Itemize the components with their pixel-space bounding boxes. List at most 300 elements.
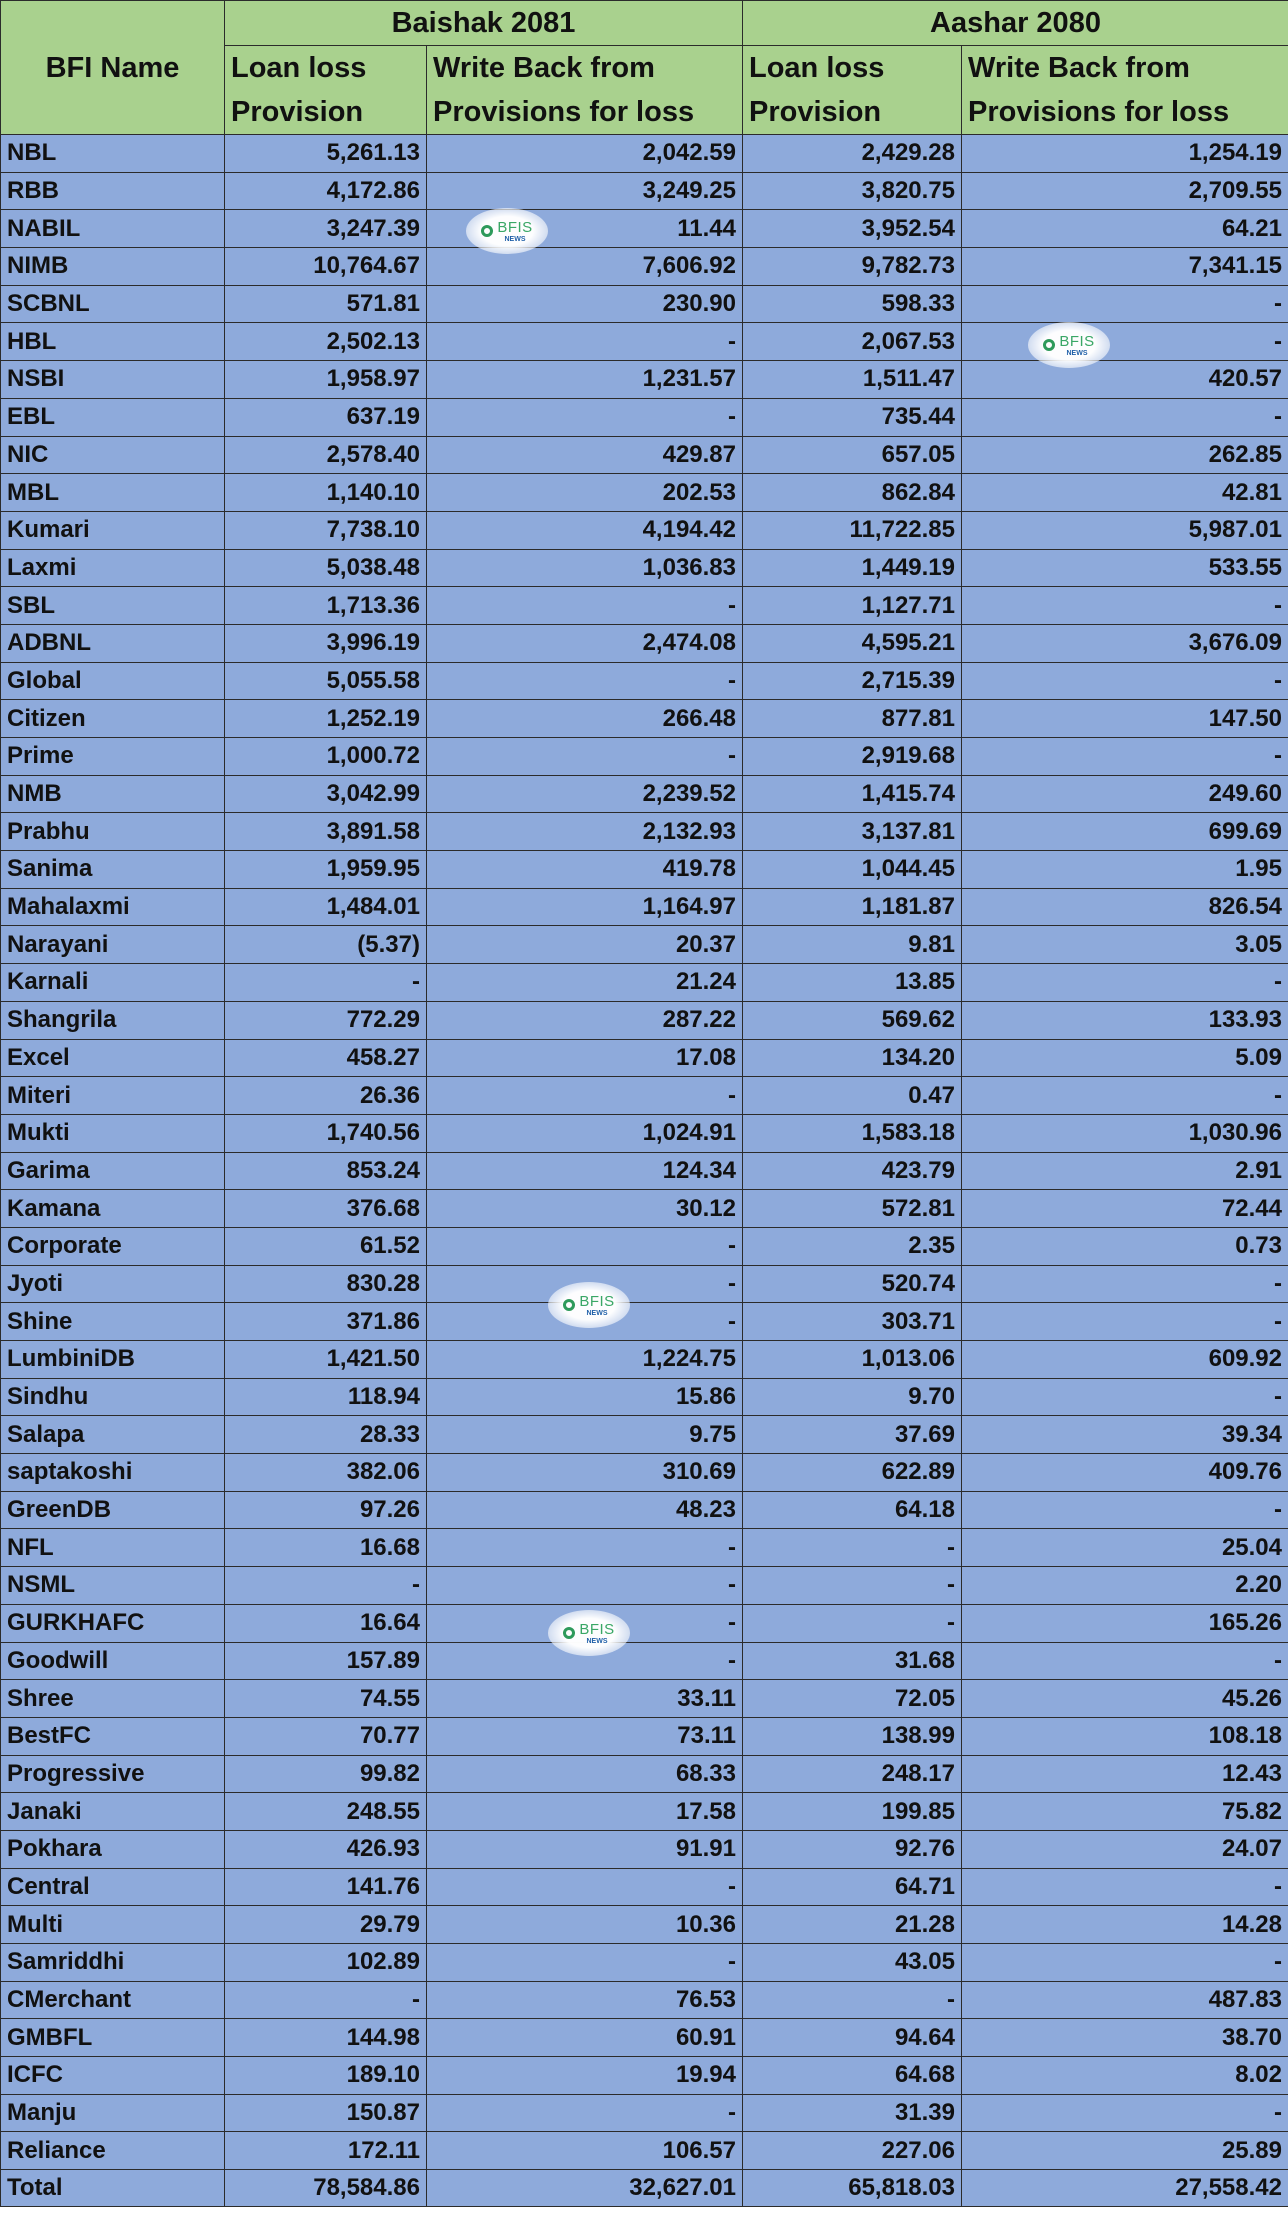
cell-loan-loss-2080: 2.35 [743,1227,962,1265]
cell-loan-loss-2081: (5.37) [225,926,427,964]
total-write-back-2081: 32,627.01 [427,2170,743,2207]
cell-loan-loss-2081: 1,740.56 [225,1114,427,1152]
table-row [1,1077,1288,1115]
cell-write-back-2081: - [427,1077,743,1115]
cell-write-back-2080: 147.50 [962,700,1288,738]
cell-loan-loss-2081: 70.77 [225,1717,427,1755]
cell-loan-loss-2080: 520.74 [743,1265,962,1303]
cell-write-back-2081: - [427,2094,743,2132]
cell-loan-loss-2081: 1,252.19 [225,700,427,738]
cell-bfi-name: Prime [1,738,225,776]
cell-loan-loss-2081: 61.52 [225,1227,427,1265]
cell-write-back-2080: 14.28 [962,1906,1288,1944]
cell-loan-loss-2081: 3,891.58 [225,813,427,851]
cell-loan-loss-2081: 5,038.48 [225,549,427,587]
cell-loan-loss-2080: 569.62 [743,1001,962,1039]
cell-write-back-2080: 165.26 [962,1604,1288,1642]
cell-write-back-2081: - [427,1265,743,1303]
header-write-back-2081: Write Back from Provisions for loss [427,46,743,135]
cell-loan-loss-2080: 92.76 [743,1830,962,1868]
table-row [1,1755,1288,1793]
cell-loan-loss-2081: 1,140.10 [225,474,427,512]
cell-bfi-name: ICFC [1,2057,225,2095]
cell-loan-loss-2081: 853.24 [225,1152,427,1190]
cell-loan-loss-2081: 2,502.13 [225,323,427,361]
cell-loan-loss-2081: 3,247.39 [225,210,427,248]
table-row [1,926,1288,964]
cell-write-back-2081: 68.33 [427,1755,743,1793]
table-row [1,1152,1288,1190]
cell-loan-loss-2081: 157.89 [225,1642,427,1680]
cell-loan-loss-2080: 1,127.71 [743,587,962,625]
cell-bfi-name: Progressive [1,1755,225,1793]
cell-loan-loss-2081: 97.26 [225,1491,427,1529]
cell-write-back-2080: 133.93 [962,1001,1288,1039]
cell-write-back-2080: - [962,1265,1288,1303]
cell-write-back-2080: - [962,662,1288,700]
cell-write-back-2081: - [427,738,743,776]
cell-bfi-name: Corporate [1,1227,225,1265]
table-row [1,1265,1288,1303]
cell-loan-loss-2080: 3,137.81 [743,813,962,851]
table-row [1,1001,1288,1039]
cell-loan-loss-2081: 16.64 [225,1604,427,1642]
cell-write-back-2080: 2.20 [962,1567,1288,1605]
cell-loan-loss-2080: - [743,1567,962,1605]
cell-loan-loss-2080: 31.39 [743,2094,962,2132]
table-row [1,285,1288,323]
cell-loan-loss-2081: 1,958.97 [225,361,427,399]
cell-loan-loss-2081: 150.87 [225,2094,427,2132]
table-row [1,587,1288,625]
cell-write-back-2081: 3,249.25 [427,172,743,210]
cell-write-back-2080: 420.57 [962,361,1288,399]
cell-loan-loss-2080: 134.20 [743,1039,962,1077]
cell-loan-loss-2080: 64.18 [743,1491,962,1529]
cell-write-back-2081: 266.48 [427,700,743,738]
cell-bfi-name: Salapa [1,1416,225,1454]
cell-write-back-2081: 419.78 [427,851,743,889]
cell-write-back-2080: - [962,2094,1288,2132]
cell-bfi-name: HBL [1,323,225,361]
cell-write-back-2080: 38.70 [962,2019,1288,2057]
cell-loan-loss-2080: 64.68 [743,2057,962,2095]
cell-write-back-2080: - [962,1077,1288,1115]
cell-bfi-name: Mukti [1,1114,225,1152]
cell-write-back-2081: - [427,1567,743,1605]
cell-write-back-2080: 699.69 [962,813,1288,851]
total-row [1,2170,1288,2207]
cell-write-back-2081: - [427,662,743,700]
header-bfi-name: BFI Name [1,1,225,135]
cell-write-back-2081: 1,024.91 [427,1114,743,1152]
watermark-text: BFIS [497,218,533,236]
cell-write-back-2080: 1,254.19 [962,135,1288,173]
table-row [1,2019,1288,2057]
cell-loan-loss-2081: 172.11 [225,2132,427,2170]
cell-write-back-2081: 91.91 [427,1830,743,1868]
cell-loan-loss-2080: 72.05 [743,1680,962,1718]
table-row [1,248,1288,286]
cell-loan-loss-2080: 1,181.87 [743,888,962,926]
cell-loan-loss-2081: 144.98 [225,2019,427,2057]
cell-write-back-2081: 20.37 [427,926,743,964]
cell-bfi-name: Prabhu [1,813,225,851]
cell-write-back-2080: 24.07 [962,1830,1288,1868]
table-row [1,361,1288,399]
cell-loan-loss-2081: 1,484.01 [225,888,427,926]
cell-write-back-2081: 73.11 [427,1717,743,1755]
cell-write-back-2081: 1,036.83 [427,549,743,587]
cell-write-back-2080: 45.26 [962,1680,1288,1718]
header-loan-loss-provision-2080: Loan loss Provision [743,46,962,135]
table-row [1,813,1288,851]
cell-write-back-2080: - [962,964,1288,1002]
cell-loan-loss-2080: 572.81 [743,1190,962,1228]
table-row [1,1868,1288,1906]
cell-write-back-2081: 2,132.93 [427,813,743,851]
cell-write-back-2081: 287.22 [427,1001,743,1039]
cell-write-back-2080: 487.83 [962,1981,1288,2019]
cell-write-back-2081: - [427,587,743,625]
table-row [1,1227,1288,1265]
cell-bfi-name: RBB [1,172,225,210]
table-row [1,1717,1288,1755]
cell-write-back-2081: 7,606.92 [427,248,743,286]
cell-loan-loss-2080: 622.89 [743,1454,962,1492]
cell-loan-loss-2081: 248.55 [225,1793,427,1831]
cell-write-back-2081: 2,239.52 [427,775,743,813]
table-row [1,1604,1288,1642]
cell-bfi-name: Central [1,1868,225,1906]
cell-loan-loss-2080: 138.99 [743,1717,962,1755]
cell-loan-loss-2080: 9,782.73 [743,248,962,286]
cell-write-back-2080: 64.21 [962,210,1288,248]
cell-write-back-2080: - [962,398,1288,436]
cell-write-back-2080: 609.92 [962,1341,1288,1379]
cell-loan-loss-2080: 9.70 [743,1378,962,1416]
table-row [1,851,1288,889]
cell-bfi-name: Shree [1,1680,225,1718]
cell-bfi-name: Jyoti [1,1265,225,1303]
cell-write-back-2081: - [427,1529,743,1567]
table-row [1,1454,1288,1492]
cell-loan-loss-2080: 2,429.28 [743,135,962,173]
cell-bfi-name: CMerchant [1,1981,225,2019]
cell-bfi-name: Global [1,662,225,700]
cell-bfi-name: Excel [1,1039,225,1077]
cell-bfi-name: BestFC [1,1717,225,1755]
cell-write-back-2081: 48.23 [427,1491,743,1529]
cell-write-back-2080: 7,341.15 [962,248,1288,286]
cell-loan-loss-2081: 118.94 [225,1378,427,1416]
cell-loan-loss-2080: 1,511.47 [743,361,962,399]
cell-write-back-2081: - [427,1604,743,1642]
cell-bfi-name: GURKHAFC [1,1604,225,1642]
cell-write-back-2080: 25.89 [962,2132,1288,2170]
watermark-subtext: NEWS [504,235,526,243]
cell-write-back-2081: - [427,1944,743,1982]
cell-write-back-2081: 4,194.42 [427,511,743,549]
cell-bfi-name: NFL [1,1529,225,1567]
table-row [1,662,1288,700]
table-row [1,1830,1288,1868]
cell-loan-loss-2081: 830.28 [225,1265,427,1303]
table-row [1,1416,1288,1454]
total-loan-loss-2080: 65,818.03 [743,2170,962,2207]
cell-loan-loss-2080: 9.81 [743,926,962,964]
table-row [1,549,1288,587]
cell-loan-loss-2081: 1,713.36 [225,587,427,625]
cell-write-back-2080: 5,987.01 [962,511,1288,549]
cell-bfi-name: SCBNL [1,285,225,323]
cell-bfi-name: saptakoshi [1,1454,225,1492]
cell-write-back-2081: 30.12 [427,1190,743,1228]
cell-loan-loss-2081: 1,959.95 [225,851,427,889]
table-row [1,1944,1288,1982]
cell-write-back-2081: 124.34 [427,1152,743,1190]
cell-write-back-2080: 2,709.55 [962,172,1288,210]
table-row [1,474,1288,512]
cell-bfi-name: MBL [1,474,225,512]
cell-loan-loss-2081: 376.68 [225,1190,427,1228]
cell-loan-loss-2080: 3,820.75 [743,172,962,210]
cell-bfi-name: Reliance [1,2132,225,2170]
cell-write-back-2081: 19.94 [427,2057,743,2095]
cell-write-back-2081: - [427,1868,743,1906]
cell-bfi-name: Goodwill [1,1642,225,1680]
cell-write-back-2080: - [962,1944,1288,1982]
cell-loan-loss-2080: 423.79 [743,1152,962,1190]
cell-loan-loss-2081: 1,000.72 [225,738,427,776]
cell-bfi-name: NSBI [1,361,225,399]
cell-bfi-name: Kamana [1,1190,225,1228]
table-row [1,398,1288,436]
total-write-back-2080: 27,558.42 [962,2170,1288,2207]
table-row [1,1114,1288,1152]
cell-bfi-name: Manju [1,2094,225,2132]
cell-bfi-name: Sindhu [1,1378,225,1416]
cell-write-back-2081: - [427,1303,743,1341]
cell-write-back-2080: 39.34 [962,1416,1288,1454]
cell-loan-loss-2080: 1,013.06 [743,1341,962,1379]
cell-loan-loss-2080: - [743,1604,962,1642]
cell-write-back-2080: - [962,1868,1288,1906]
cell-write-back-2080: 3.05 [962,926,1288,964]
cell-bfi-name: Kumari [1,511,225,549]
cell-bfi-name: GMBFL [1,2019,225,2057]
cell-loan-loss-2080: 21.28 [743,1906,962,1944]
watermark-subtext: NEWS [1066,349,1088,357]
cell-write-back-2080: 533.55 [962,549,1288,587]
cell-loan-loss-2081: 637.19 [225,398,427,436]
cell-write-back-2080: 2.91 [962,1152,1288,1190]
cell-loan-loss-2081: 99.82 [225,1755,427,1793]
cell-write-back-2080: - [962,1491,1288,1529]
cell-write-back-2080: - [962,738,1288,776]
cell-write-back-2080: 5.09 [962,1039,1288,1077]
cell-bfi-name: Karnali [1,964,225,1002]
cell-loan-loss-2081: 458.27 [225,1039,427,1077]
watermark-text: BFIS [579,1620,615,1638]
cell-loan-loss-2080: 1,044.45 [743,851,962,889]
cell-write-back-2081: 17.08 [427,1039,743,1077]
table-header [1,1,1288,135]
cell-write-back-2080: 8.02 [962,2057,1288,2095]
cell-loan-loss-2081: 426.93 [225,1830,427,1868]
cell-write-back-2081: 1,164.97 [427,888,743,926]
cell-write-back-2081: 9.75 [427,1416,743,1454]
cell-bfi-name: Shine [1,1303,225,1341]
cell-bfi-name: Janaki [1,1793,225,1831]
table-row [1,210,1288,248]
cell-write-back-2081: 106.57 [427,2132,743,2170]
table-row [1,1981,1288,2019]
table-row [1,1039,1288,1077]
cell-write-back-2081: 60.91 [427,2019,743,2057]
cell-bfi-name: NSML [1,1567,225,1605]
cell-bfi-name: NIMB [1,248,225,286]
cell-loan-loss-2081: 10,764.67 [225,248,427,286]
table-row [1,1491,1288,1529]
cell-write-back-2081: - [427,1642,743,1680]
cell-bfi-name: SBL [1,587,225,625]
cell-bfi-name: NMB [1,775,225,813]
cell-write-back-2081: 2,474.08 [427,624,743,662]
cell-loan-loss-2080: 64.71 [743,1868,962,1906]
cell-loan-loss-2081: 102.89 [225,1944,427,1982]
cell-loan-loss-2081: 772.29 [225,1001,427,1039]
cell-loan-loss-2081: 2,578.40 [225,436,427,474]
table-row [1,738,1288,776]
cell-loan-loss-2080: 199.85 [743,1793,962,1831]
cell-loan-loss-2081: 3,996.19 [225,624,427,662]
cell-loan-loss-2081: 5,261.13 [225,135,427,173]
cell-loan-loss-2080: 2,919.68 [743,738,962,776]
cell-bfi-name: NABIL [1,210,225,248]
cell-loan-loss-2081: 16.68 [225,1529,427,1567]
table-row [1,1341,1288,1379]
cell-write-back-2080: - [962,1378,1288,1416]
cell-write-back-2081: 15.86 [427,1378,743,1416]
cell-bfi-name: Shangrila [1,1001,225,1039]
table-row [1,775,1288,813]
cell-write-back-2081: 33.11 [427,1680,743,1718]
cell-bfi-name: Pokhara [1,1830,225,1868]
cell-loan-loss-2080: 13.85 [743,964,962,1002]
table-row [1,964,1288,1002]
cell-write-back-2080: 12.43 [962,1755,1288,1793]
cell-write-back-2081: 310.69 [427,1454,743,1492]
cell-loan-loss-2080: 862.84 [743,474,962,512]
cell-write-back-2080: 262.85 [962,436,1288,474]
cell-loan-loss-2080: 1,583.18 [743,1114,962,1152]
cell-bfi-name: NBL [1,135,225,173]
cell-write-back-2081: 17.58 [427,1793,743,1831]
cell-bfi-name: EBL [1,398,225,436]
cell-loan-loss-2080: 1,449.19 [743,549,962,587]
cell-loan-loss-2081: 28.33 [225,1416,427,1454]
cell-write-back-2080: 3,676.09 [962,624,1288,662]
cell-loan-loss-2080: 43.05 [743,1944,962,1982]
cell-loan-loss-2080: 37.69 [743,1416,962,1454]
cell-loan-loss-2081: - [225,1981,427,2019]
cell-loan-loss-2081: - [225,1567,427,1605]
cell-write-back-2080: 72.44 [962,1190,1288,1228]
cell-write-back-2080: 1.95 [962,851,1288,889]
cell-write-back-2080: 42.81 [962,474,1288,512]
table-row [1,2057,1288,2095]
cell-write-back-2080: - [962,285,1288,323]
cell-write-back-2081: 76.53 [427,1981,743,2019]
cell-bfi-name: Sanima [1,851,225,889]
cell-loan-loss-2081: 382.06 [225,1454,427,1492]
cell-loan-loss-2080: 248.17 [743,1755,962,1793]
cell-loan-loss-2080: 2,067.53 [743,323,962,361]
cell-write-back-2080: 249.60 [962,775,1288,813]
cell-write-back-2080: - [962,323,1288,361]
header-loan-loss-provision-2081: Loan loss Provision [225,46,427,135]
cell-write-back-2081: 21.24 [427,964,743,1002]
cell-write-back-2081: 1,224.75 [427,1341,743,1379]
cell-write-back-2080: 0.73 [962,1227,1288,1265]
cell-loan-loss-2080: 877.81 [743,700,962,738]
cell-bfi-name: Garima [1,1152,225,1190]
cell-write-back-2080: 826.54 [962,888,1288,926]
table-row [1,323,1288,361]
cell-write-back-2080: 1,030.96 [962,1114,1288,1152]
cell-write-back-2081: - [427,1227,743,1265]
cell-write-back-2081: - [427,398,743,436]
cell-loan-loss-2081: 371.86 [225,1303,427,1341]
cell-bfi-name: Multi [1,1906,225,1944]
cell-loan-loss-2080: - [743,1529,962,1567]
cell-loan-loss-2080: 2,715.39 [743,662,962,700]
total-bfi-name: Total [1,2170,225,2207]
cell-bfi-name: Miteri [1,1077,225,1115]
cell-write-back-2081: 1,231.57 [427,361,743,399]
cell-loan-loss-2080: 598.33 [743,285,962,323]
table-row [1,1642,1288,1680]
cell-bfi-name: Mahalaxmi [1,888,225,926]
cell-loan-loss-2080: 1,415.74 [743,775,962,813]
watermark-subtext: NEWS [586,1309,608,1317]
cell-write-back-2080: - [962,1303,1288,1341]
cell-loan-loss-2081: 3,042.99 [225,775,427,813]
watermark-text: BFIS [579,1292,615,1310]
cell-loan-loss-2080: 3,952.54 [743,210,962,248]
table-row [1,2094,1288,2132]
cell-write-back-2081: 10.36 [427,1906,743,1944]
cell-bfi-name: Laxmi [1,549,225,587]
cell-loan-loss-2081: 189.10 [225,2057,427,2095]
cell-loan-loss-2081: 74.55 [225,1680,427,1718]
table-body [1,135,1288,2207]
cell-loan-loss-2081: - [225,964,427,1002]
cell-write-back-2080: - [962,587,1288,625]
cell-write-back-2080: 25.04 [962,1529,1288,1567]
table-row [1,1378,1288,1416]
total-loan-loss-2081: 78,584.86 [225,2170,427,2207]
table-row [1,135,1288,173]
header-group-aashar-2080: Aashar 2080 [743,1,1288,46]
cell-write-back-2080: 409.76 [962,1454,1288,1492]
cell-write-back-2081: 202.53 [427,474,743,512]
cell-bfi-name: NIC [1,436,225,474]
cell-write-back-2080: 108.18 [962,1717,1288,1755]
table-row [1,1793,1288,1831]
cell-bfi-name: Citizen [1,700,225,738]
